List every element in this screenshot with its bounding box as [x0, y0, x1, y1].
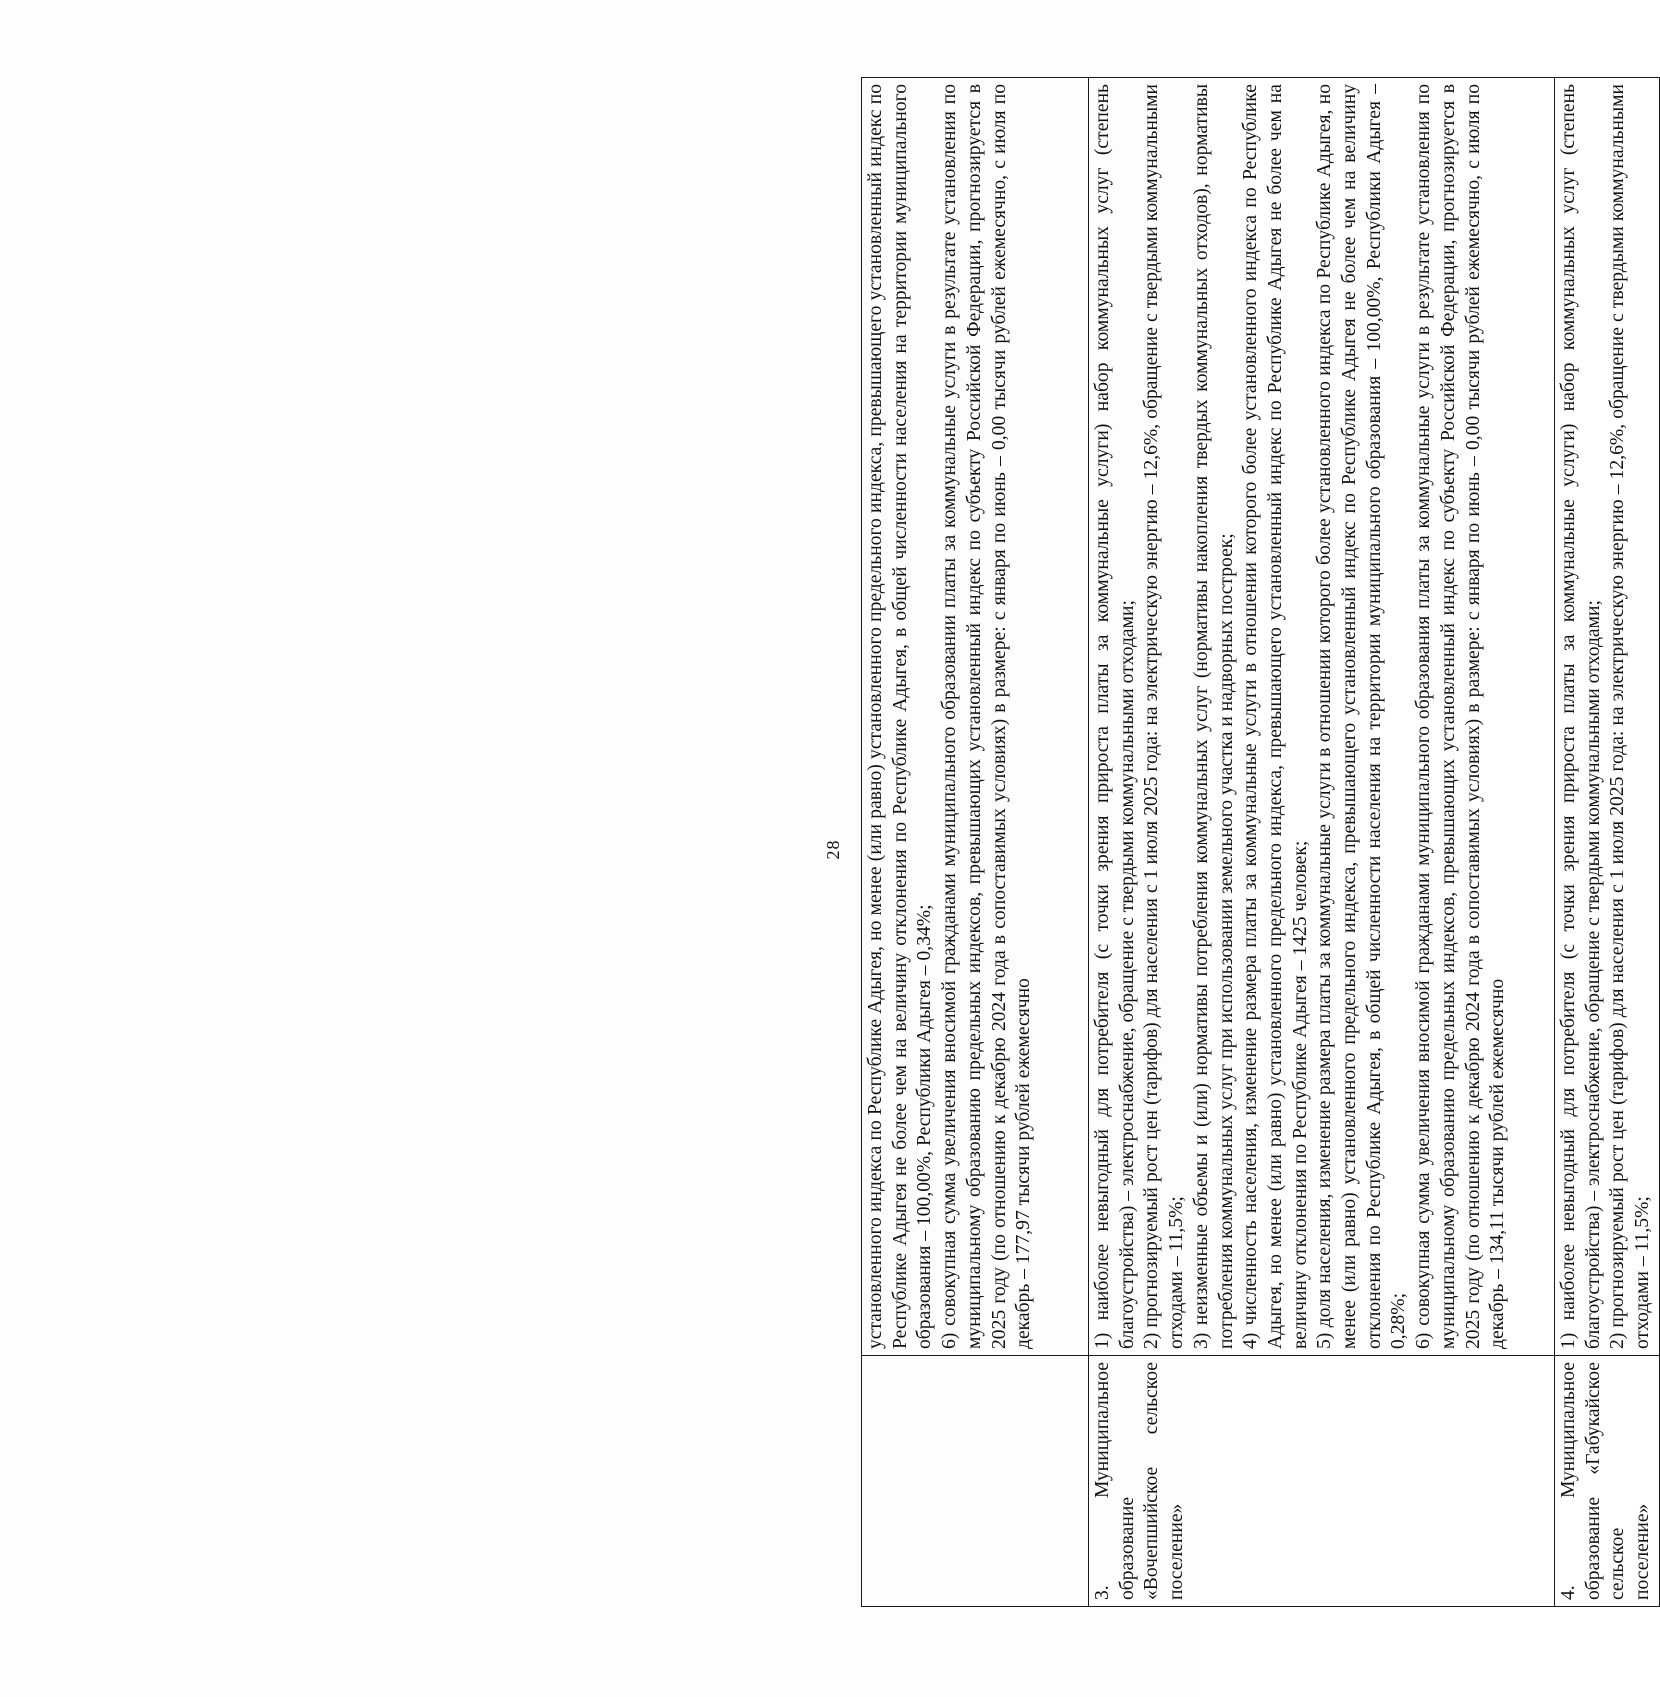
table-row — [1555, 78, 1660, 1607]
table-row — [862, 78, 1089, 1607]
criteria-paragraph: 6) совокупная сумма увеличения вносимой гражданами муниципального образовании платы за коммунальные услуги в результате установления по муниципальному образованию предельных индексов, превышающих установленный индекс по субъекту Российской Федерации, прогнозируется в 2025 году (по отношению к декабрю 2024 года в сопоставимых условиях) в размере: с января по июнь – 0,00 тысячи рублей ежемесячно, с июля по декабрь – 177,97 тысячи рублей ежемесячно — [939, 84, 1035, 1349]
criteria-paragraph: 5) доля населения, изменение размера платы за коммунальные услуги в отношении которого более установленного индекса по Республике Адыгея, но менее (или равно) установленного предельного индекса, превышающего установленный индекс по Республике Адыгея не более чем на величину отклонения по Республике Адыгея, в общей численности населения на территории муниципального образования – 100,00%, Республики Адыгея – 0,28%; — [1314, 84, 1410, 1349]
criteria-paragraph: 2) прогнозируемый рост цен (тарифов) для населения с 1 июля 2025 года: на электрическую энергию – 12,6%, обращение с твердыми коммунальными отходами – 11,5%; — [1141, 84, 1188, 1349]
criteria-paragraph: 3) неизменные объемы и (или) нормативы потребления коммунальных услуг (нормативы накопления твердых коммунальных отходов), нормативы потребления коммунальных услуг при использовании земельного участка и надворных построек; — [1190, 84, 1237, 1349]
municipality-name-tail: поселение» — [1632, 1503, 1654, 1600]
municipality-table — [861, 77, 1660, 1607]
municipality-cell — [1555, 1356, 1660, 1607]
criteria-paragraph: 1) наиболее невыгодный для потребителя (с точки зрения прироста платы за коммунальные услуги) набор коммунальных услуг (степень благоустройства) – электроснабжение, обращение с твердыми коммунальными отходами; — [1092, 84, 1138, 1349]
table-row — [1089, 78, 1555, 1607]
criteria-paragraph: 1) наиболее невыгодный для потребителя (с точки зрения прироста платы за коммунальные услуги) набор коммунальных услуг (степень благоустройства) – электроснабжение, обращение с твердыми коммунальными отходами; — [1558, 84, 1604, 1349]
criteria-cell — [862, 78, 1089, 1356]
criteria-paragraph: 2) прогнозируемый рост цен (тарифов) для населения с 1 июля 2025 года: на электрическую энергию – 12,6%, обращение с твердыми коммунальными отходами – 11,5%; — [1607, 84, 1654, 1349]
page-number: 28 — [823, 839, 843, 860]
criteria-cell — [1555, 78, 1660, 1356]
criteria-paragraph: установленного индекса по Республике Адыгея, но менее (или равно) установленного предельного индекса, превышающего установленный индекс по Республике Адыгея не более чем на величину отклонения по Республике Адыгея, в общей численности населения на территории муниципального образования – 100,00%, Республики Адыгея – 0,34%; — [865, 84, 936, 1349]
rotated-content — [105, 84, 1654, 1607]
criteria-paragraph: 4) численность населения, изменение размера платы за коммунальные услуги в отношении которого более установленного индекса по Республике Адыгея, но менее (или равно) установленного предельного индекса, превышающего установленный индекс по Республике Адыгея не более чем на величину отклонения по Республике Адыгея – 1425 человек; — [1240, 84, 1311, 1349]
municipality-cell — [1089, 1356, 1555, 1607]
municipality-name: 3. Муниципальное образование «Вочепшийское сельское — [1092, 1362, 1163, 1600]
criteria-cell — [1089, 78, 1555, 1356]
municipality-cell — [862, 1356, 1089, 1607]
criteria-paragraph: 6) совокупная сумма увеличения вносимой гражданами муниципального образования платы за коммунальные услуги в результате установления по муниципальному образованию предельных индексов, превышающих установленный индекс по субъекту Российской Федерации, прогнозируется в 2025 году (по отношению к декабрю 2024 года в сопоставимых условиях) в размере: с января по июнь – 0,00 тысячи рублей ежемесячно, с июля по декабрь – 134,11 тысячи рублей ежемесячно — [1413, 84, 1509, 1349]
municipality-name: 4. Муниципальное образование «Габукайское сельское — [1558, 1362, 1629, 1600]
municipality-name-tail: поселение» — [1166, 1503, 1188, 1600]
